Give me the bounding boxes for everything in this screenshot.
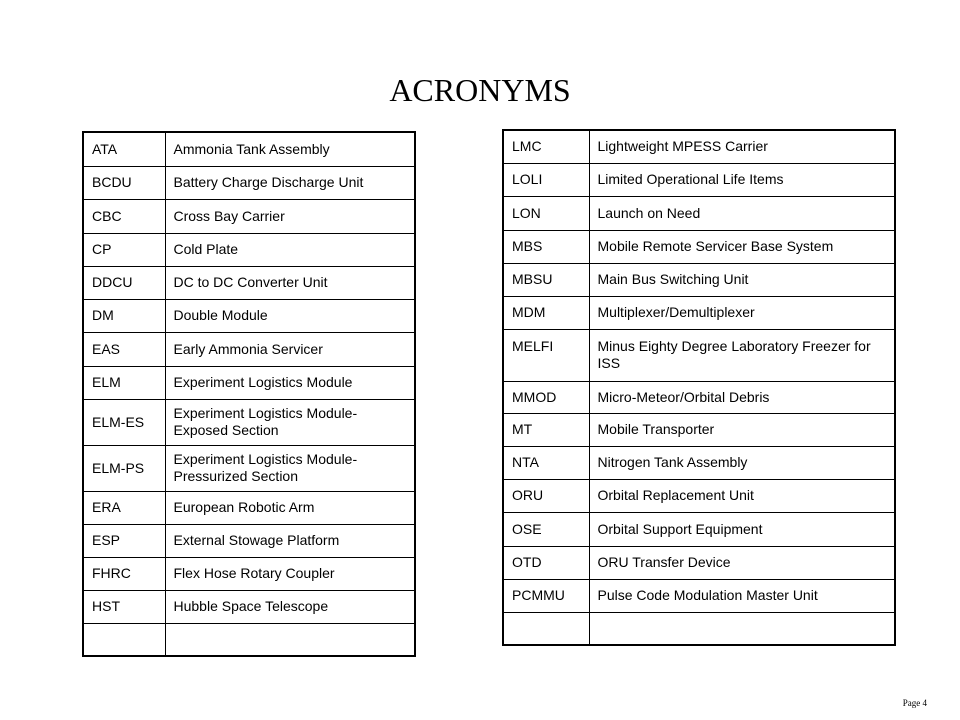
acronym-code: ERA xyxy=(83,491,165,524)
acronym-meaning: Cross Bay Carrier xyxy=(165,199,415,233)
acronym-meaning: Minus Eighty Degree Laboratory Freezer for ISS xyxy=(589,329,895,381)
acronym-code: ESP xyxy=(83,524,165,557)
acronym-code xyxy=(503,612,589,645)
acronym-meaning: Experiment Logistics Module xyxy=(165,366,415,399)
acronym-meaning: Mobile Remote Servicer Base System xyxy=(589,230,895,263)
acronym-code: PCMMU xyxy=(503,579,589,612)
acronym-code: MELFI xyxy=(503,329,589,381)
acronym-meaning: Pulse Code Modulation Master Unit xyxy=(589,579,895,612)
table-row xyxy=(503,579,895,612)
acronym-code: MDM xyxy=(503,296,589,329)
acronym-table-left xyxy=(82,131,416,657)
acronym-meaning: DC to DC Converter Unit xyxy=(165,266,415,299)
acronym-meaning: Multiplexer/Demultiplexer xyxy=(589,296,895,329)
acronym-meaning: External Stowage Platform xyxy=(165,524,415,557)
acronym-meaning: Orbital Support Equipment xyxy=(589,512,895,546)
table-row xyxy=(503,413,895,446)
table-row xyxy=(503,196,895,230)
acronym-code: ATA xyxy=(83,132,165,166)
acronym-meaning: Ammonia Tank Assembly xyxy=(165,132,415,166)
acronym-meaning: Double Module xyxy=(165,299,415,332)
table-row xyxy=(503,130,895,163)
acronym-meaning: ORU Transfer Device xyxy=(589,546,895,579)
acronym-table-right xyxy=(502,129,896,646)
acronym-meaning: Hubble Space Telescope xyxy=(165,590,415,623)
table-row xyxy=(83,623,415,656)
table-row xyxy=(83,332,415,366)
table-row xyxy=(83,366,415,399)
table-row xyxy=(503,546,895,579)
acronym-meaning: Limited Operational Life Items xyxy=(589,163,895,196)
table-row xyxy=(83,524,415,557)
acronym-meaning: Mobile Transporter xyxy=(589,413,895,446)
acronym-meaning: Lightweight MPESS Carrier xyxy=(589,130,895,163)
table-row xyxy=(503,479,895,512)
table-row xyxy=(83,166,415,199)
page-number: Page 4 xyxy=(902,698,927,708)
acronym-code: ELM-ES xyxy=(83,399,165,445)
table-row xyxy=(503,163,895,196)
table-row xyxy=(83,266,415,299)
acronym-code: OTD xyxy=(503,546,589,579)
acronym-code: CBC xyxy=(83,199,165,233)
acronym-code: CP xyxy=(83,233,165,266)
table-row xyxy=(503,230,895,263)
acronym-meaning: Nitrogen Tank Assembly xyxy=(589,446,895,479)
acronym-meaning: Orbital Replacement Unit xyxy=(589,479,895,512)
acronym-code: MBSU xyxy=(503,263,589,296)
table-row xyxy=(503,612,895,645)
acronym-code xyxy=(83,623,165,656)
acronym-meaning: Launch on Need xyxy=(589,196,895,230)
acronym-code: FHRC xyxy=(83,557,165,590)
acronym-meaning xyxy=(165,623,415,656)
acronym-code: ELM-PS xyxy=(83,445,165,491)
page-title: ACRONYMS xyxy=(389,72,571,108)
acronym-meaning: Micro-Meteor/Orbital Debris xyxy=(589,381,895,413)
acronym-code: NTA xyxy=(503,446,589,479)
acronym-code: MBS xyxy=(503,230,589,263)
acronym-code: EAS xyxy=(83,332,165,366)
acronym-meaning: European Robotic Arm xyxy=(165,491,415,524)
acronym-code: HST xyxy=(83,590,165,623)
table-row xyxy=(83,399,415,445)
acronym-code: MT xyxy=(503,413,589,446)
acronym-code: LMC xyxy=(503,130,589,163)
acronym-meaning: Flex Hose Rotary Coupler xyxy=(165,557,415,590)
table-row xyxy=(503,263,895,296)
table-row xyxy=(83,557,415,590)
table-row xyxy=(83,491,415,524)
acronym-code: LON xyxy=(503,196,589,230)
table-row xyxy=(83,299,415,332)
acronym-meaning xyxy=(589,612,895,645)
acronym-code: ORU xyxy=(503,479,589,512)
table-row xyxy=(503,381,895,413)
acronym-meaning: Experiment Logistics Module-Exposed Section xyxy=(165,399,415,445)
acronym-meaning: Cold Plate xyxy=(165,233,415,266)
acronym-code: ELM xyxy=(83,366,165,399)
acronym-code: BCDU xyxy=(83,166,165,199)
acronym-code: DM xyxy=(83,299,165,332)
acronym-code: DDCU xyxy=(83,266,165,299)
acronym-meaning: Main Bus Switching Unit xyxy=(589,263,895,296)
table-row xyxy=(83,132,415,166)
acronym-meaning: Battery Charge Discharge Unit xyxy=(165,166,415,199)
table-row xyxy=(503,512,895,546)
acronym-code: LOLI xyxy=(503,163,589,196)
acronym-code: OSE xyxy=(503,512,589,546)
acronym-meaning: Experiment Logistics Module-Pressurized Section xyxy=(165,445,415,491)
table-row xyxy=(503,329,895,381)
table-row xyxy=(83,233,415,266)
table-row xyxy=(83,590,415,623)
acronym-meaning: Early Ammonia Servicer xyxy=(165,332,415,366)
table-row xyxy=(503,446,895,479)
acronym-code: MMOD xyxy=(503,381,589,413)
table-row xyxy=(83,199,415,233)
table-row xyxy=(83,445,415,491)
table-row xyxy=(503,296,895,329)
